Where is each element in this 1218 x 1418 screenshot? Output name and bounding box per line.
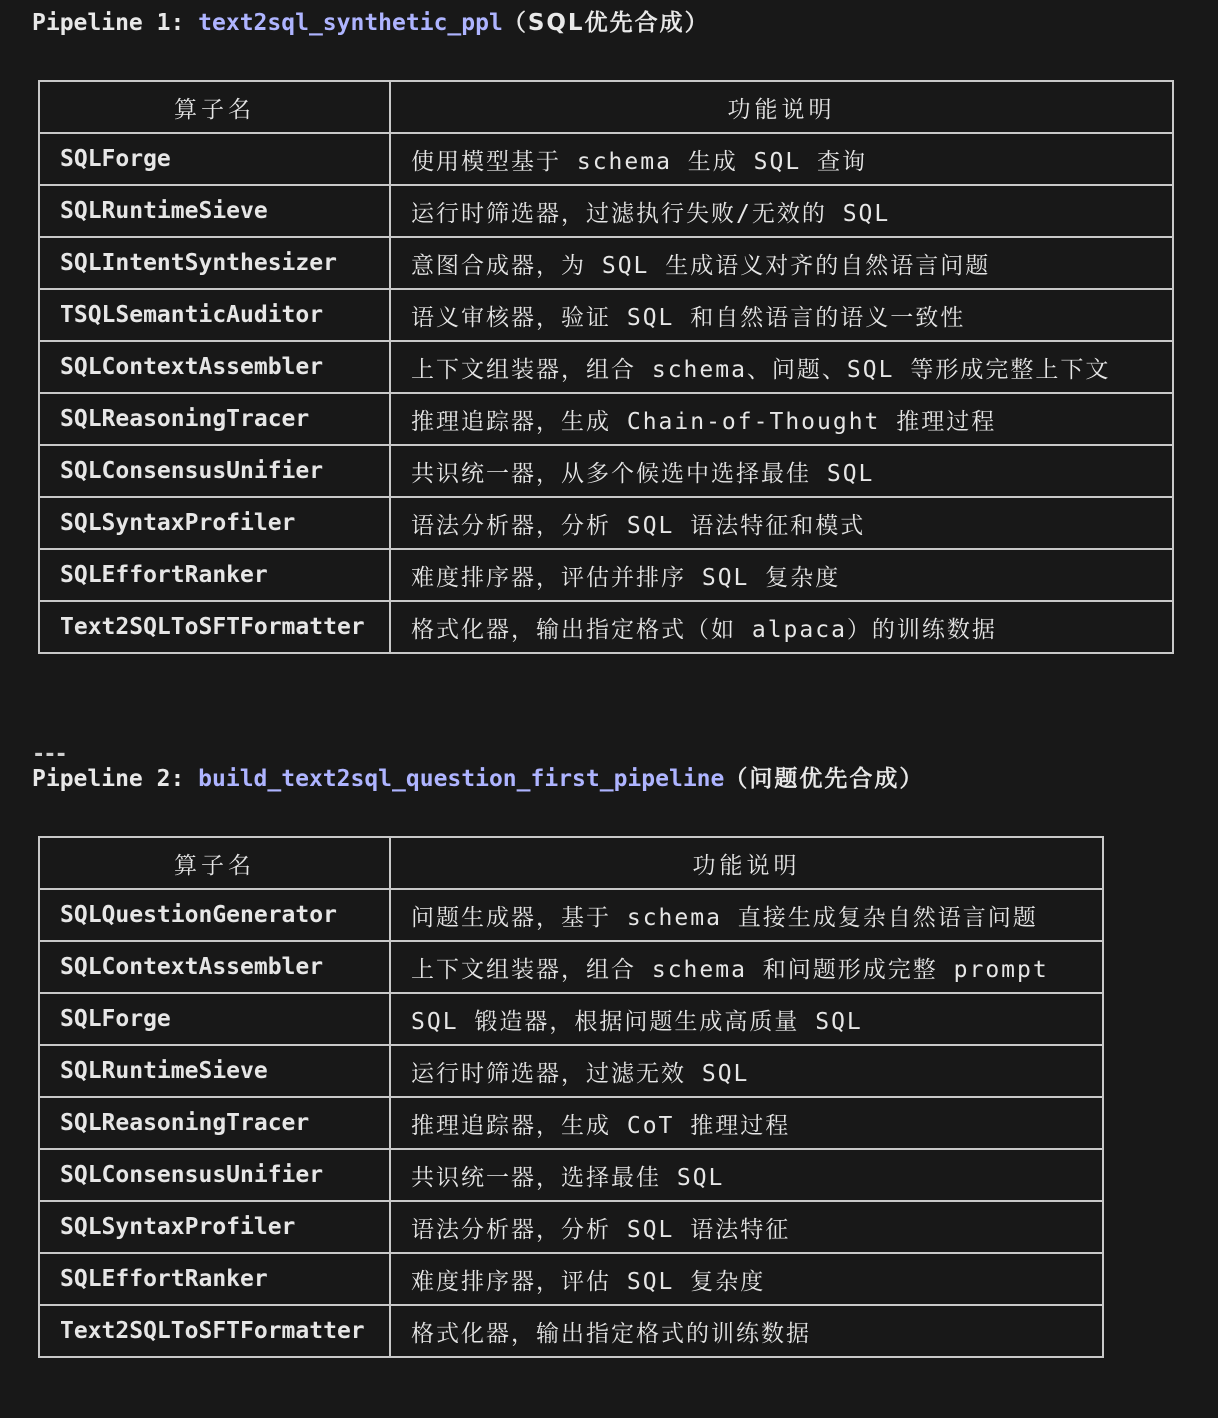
operator-name-cell: SQLReasoningTracer: [39, 393, 390, 445]
operator-description-cell: 语法分析器，分析 SQL 语法特征: [390, 1201, 1103, 1253]
operator-description-cell: 格式化器，输出指定格式（如 alpaca）的训练数据: [390, 601, 1173, 653]
operator-description-cell: 共识统一器，从多个候选中选择最佳 SQL: [390, 445, 1173, 497]
operator-name-cell: SQLIntentSynthesizer: [39, 237, 390, 289]
horizontal-rule: ---: [32, 742, 66, 767]
table-row: [39, 1149, 1103, 1201]
table-row: [39, 393, 1173, 445]
operator-description-cell: 语义审核器，验证 SQL 和自然语言的语义一致性: [390, 289, 1173, 341]
pipeline-1-suffix: （SQL优先合成）: [502, 10, 710, 36]
table-row: [39, 1253, 1103, 1305]
operator-name-cell: SQLRuntimeSieve: [39, 1045, 390, 1097]
pipeline-2-name: build_text2sql_question_first_pipeline: [198, 766, 725, 792]
pipeline-1-heading: [32, 8, 710, 38]
operator-name-cell: SQLForge: [39, 993, 390, 1045]
operator-name-cell: SQLSyntaxProfiler: [39, 497, 390, 549]
operator-description-cell: 使用模型基于 schema 生成 SQL 查询: [390, 133, 1173, 185]
operator-description-cell: 推理追踪器，生成 CoT 推理过程: [390, 1097, 1103, 1149]
table-header-row: [39, 837, 1103, 889]
table-row: [39, 549, 1173, 601]
operator-description-cell: 格式化器，输出指定格式的训练数据: [390, 1305, 1103, 1357]
table-header-row: [39, 81, 1173, 133]
operator-name-cell: SQLRuntimeSieve: [39, 185, 390, 237]
table-row: [39, 185, 1173, 237]
operator-name-cell: SQLReasoningTracer: [39, 1097, 390, 1149]
operator-name-cell: TSQLSemanticAuditor: [39, 289, 390, 341]
operator-name-cell: SQLConsensusUnifier: [39, 445, 390, 497]
pipeline-1-prefix: Pipeline 1:: [32, 10, 199, 36]
operator-name-cell: SQLEffortRanker: [39, 549, 390, 601]
operator-description-cell: 上下文组装器，组合 schema、问题、SQL 等形成完整上下文: [390, 341, 1173, 393]
table-row: [39, 889, 1103, 941]
operator-description-cell: 语法分析器，分析 SQL 语法特征和模式: [390, 497, 1173, 549]
pipeline-2-table-body: [39, 889, 1103, 1357]
operator-name-cell: SQLQuestionGenerator: [39, 889, 390, 941]
table-row: [39, 133, 1173, 185]
pipeline-2-prefix: Pipeline 2:: [32, 766, 199, 792]
pipeline-2-heading: [32, 764, 924, 794]
table-row: [39, 1097, 1103, 1149]
table-row: [39, 1045, 1103, 1097]
table-row: [39, 289, 1173, 341]
column-header-operator: 算子名: [39, 837, 390, 889]
operator-description-cell: 共识统一器，选择最佳 SQL: [390, 1149, 1103, 1201]
operator-name-cell: SQLEffortRanker: [39, 1253, 390, 1305]
column-header-description: 功能说明: [390, 81, 1173, 133]
pipeline-2-suffix: （问题优先合成）: [724, 766, 925, 792]
table-row: [39, 1305, 1103, 1357]
operator-description-cell: 难度排序器，评估并排序 SQL 复杂度: [390, 549, 1173, 601]
pipeline-2-table: [38, 836, 1104, 1358]
operator-description-cell: 难度排序器，评估 SQL 复杂度: [390, 1253, 1103, 1305]
table-row: [39, 993, 1103, 1045]
table-row: [39, 601, 1173, 653]
pipeline-1-name: text2sql_synthetic_ppl: [198, 10, 503, 36]
operator-name-cell: Text2SQLToSFTFormatter: [39, 1305, 390, 1357]
operator-description-cell: 上下文组装器，组合 schema 和问题形成完整 prompt: [390, 941, 1103, 993]
table-row: [39, 497, 1173, 549]
pipeline-1-table-body: [39, 133, 1173, 653]
operator-description-cell: 运行时筛选器，过滤无效 SQL: [390, 1045, 1103, 1097]
operator-name-cell: SQLForge: [39, 133, 390, 185]
operator-name-cell: SQLContextAssembler: [39, 941, 390, 993]
operator-description-cell: SQL 锻造器，根据问题生成高质量 SQL: [390, 993, 1103, 1045]
table-row: [39, 237, 1173, 289]
operator-description-cell: 运行时筛选器，过滤执行失败/无效的 SQL: [390, 185, 1173, 237]
operator-name-cell: SQLContextAssembler: [39, 341, 390, 393]
table-row: [39, 445, 1173, 497]
operator-name-cell: SQLSyntaxProfiler: [39, 1201, 390, 1253]
column-header-operator: 算子名: [39, 81, 390, 133]
operator-name-cell: Text2SQLToSFTFormatter: [39, 601, 390, 653]
table-row: [39, 341, 1173, 393]
operator-description-cell: 意图合成器，为 SQL 生成语义对齐的自然语言问题: [390, 237, 1173, 289]
table-row: [39, 1201, 1103, 1253]
table-row: [39, 941, 1103, 993]
pipeline-1-table: [38, 80, 1174, 654]
operator-name-cell: SQLConsensusUnifier: [39, 1149, 390, 1201]
column-header-description: 功能说明: [390, 837, 1103, 889]
operator-description-cell: 问题生成器，基于 schema 直接生成复杂自然语言问题: [390, 889, 1103, 941]
operator-description-cell: 推理追踪器，生成 Chain-of-Thought 推理过程: [390, 393, 1173, 445]
